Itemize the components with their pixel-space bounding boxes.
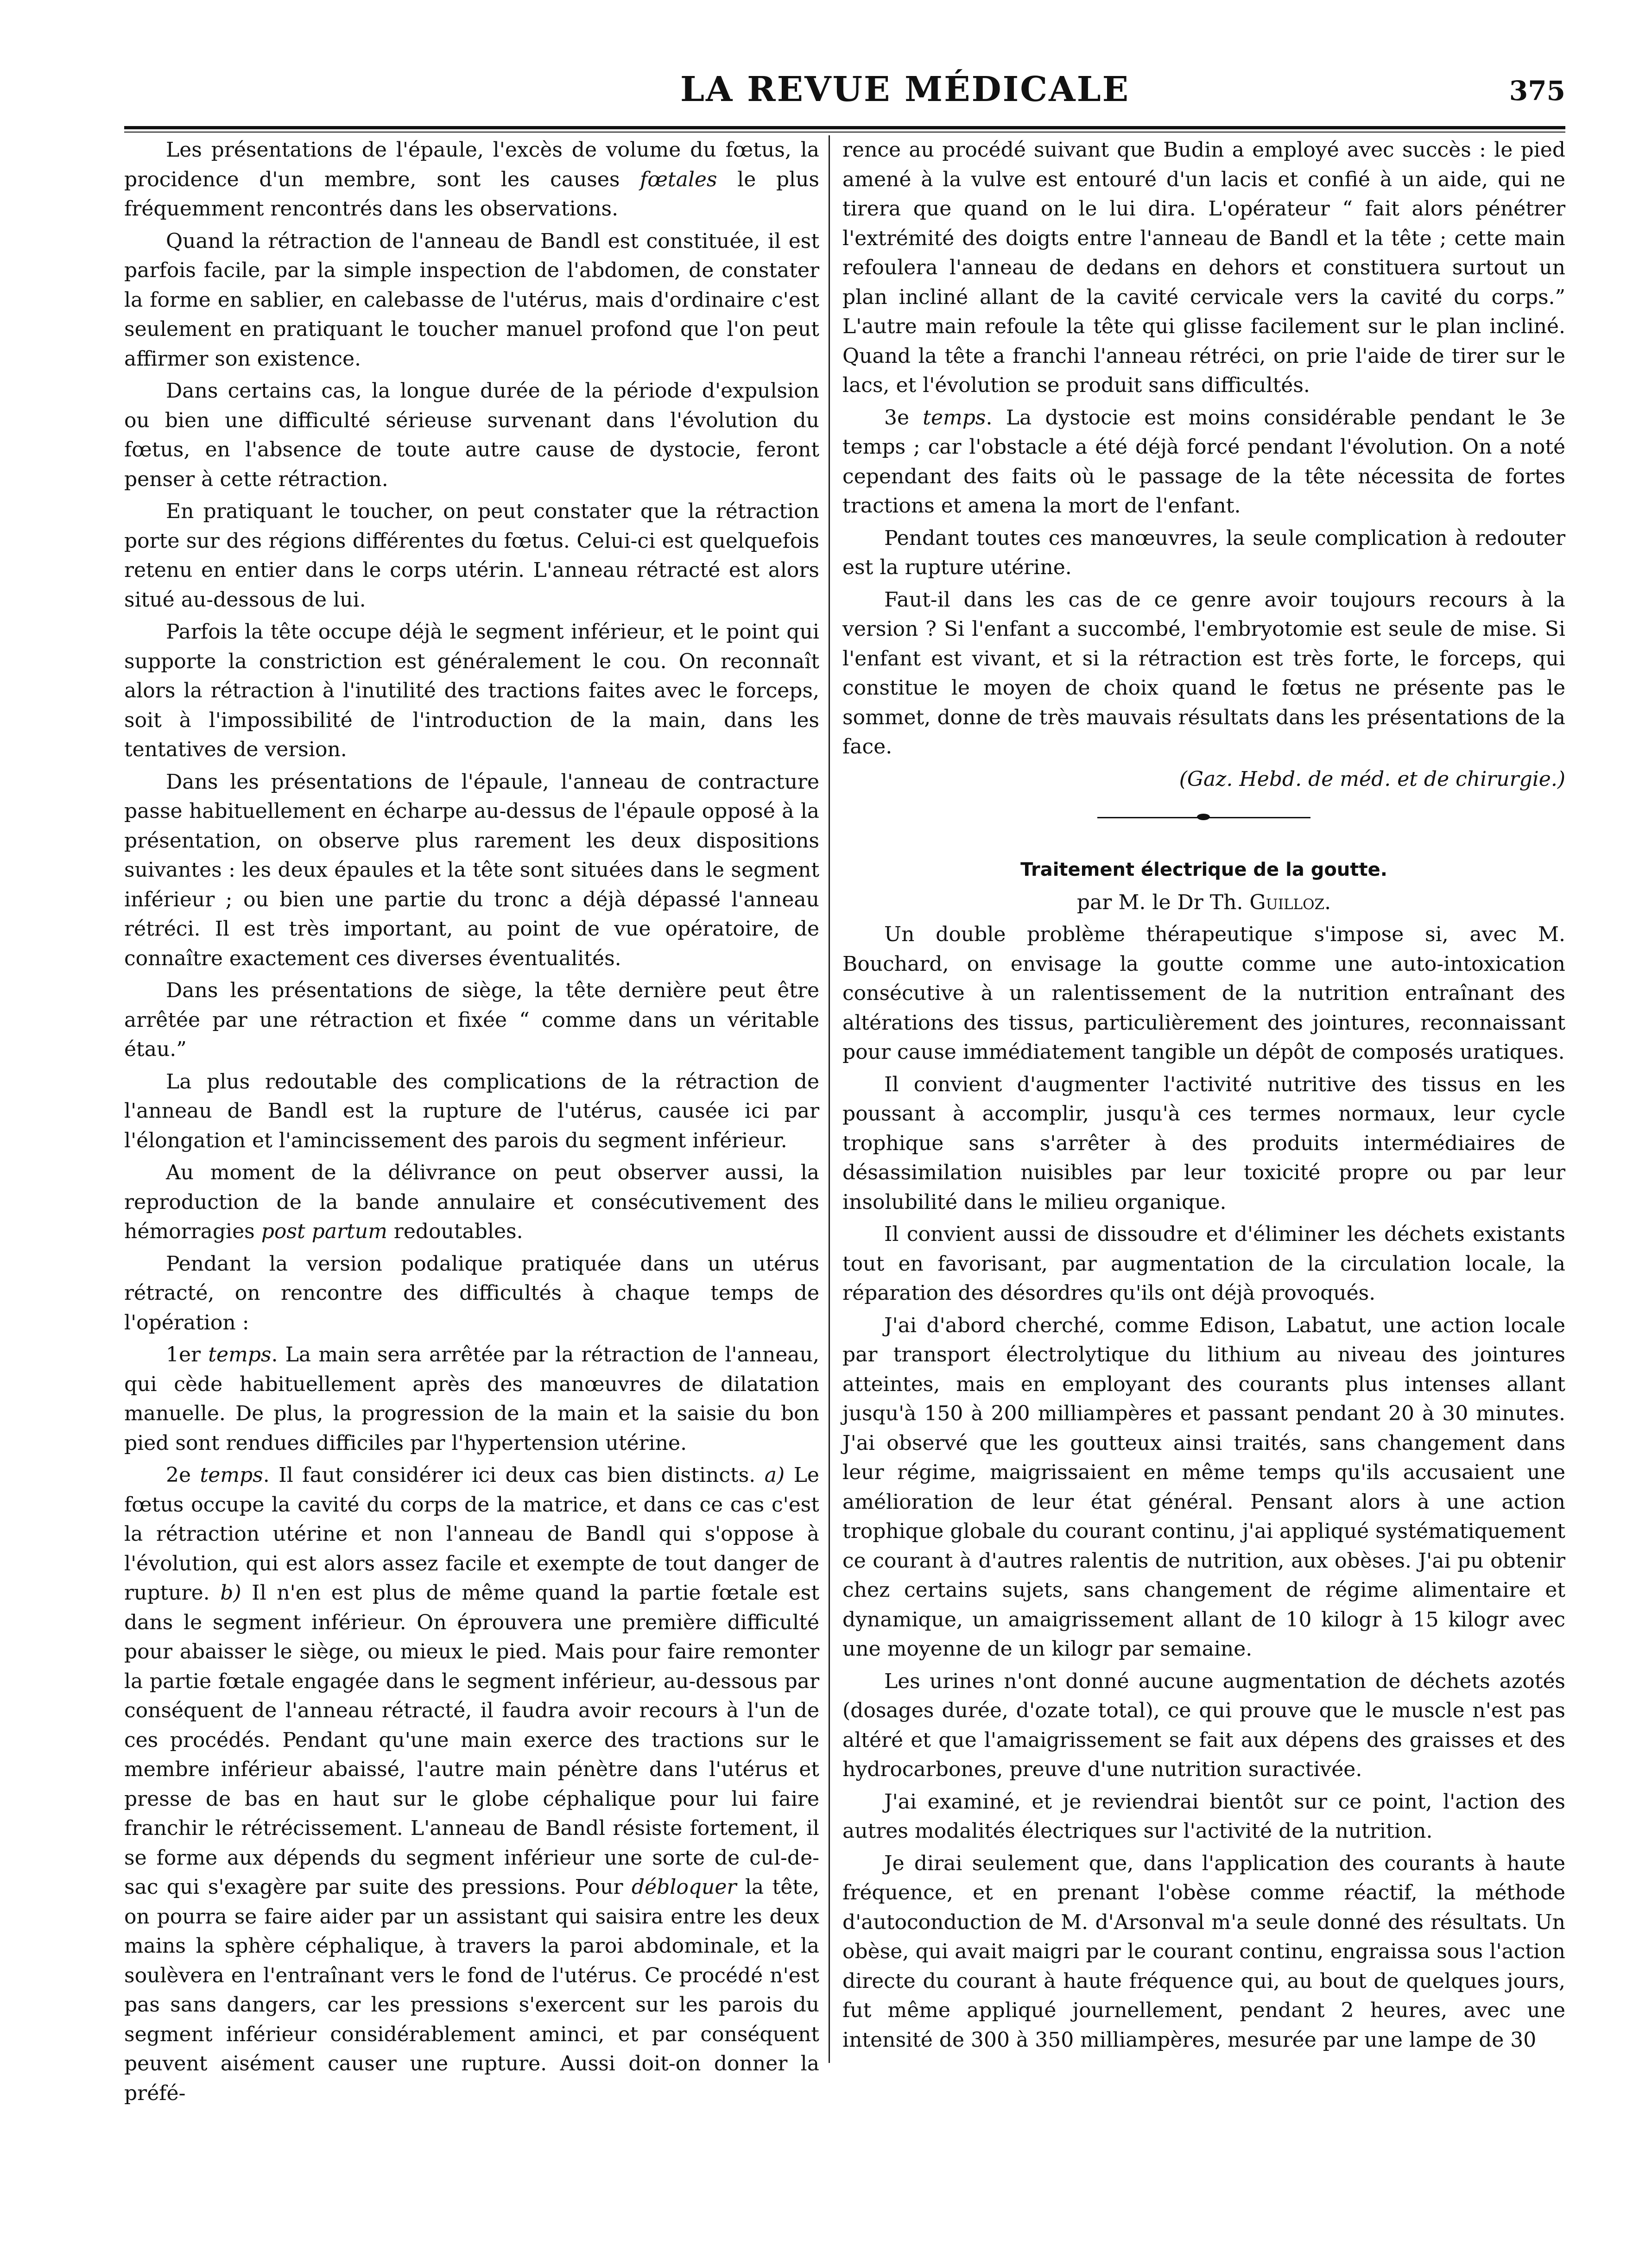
paragraph: 2e temps. Il faut considérer ici deux cas bien distincts. a) Le fœtus occupe la cavité du corps de la matrice, et dans ce cas c'est la rétraction utérine et non l'anneau de Bandl qui s'oppose à l'évolution, qui est alors assez facile et exempte de tout danger de rupture. b) Il n'en est plus de même quand la partie fœtale est dans le segment inférieur. On éprouvera une première difficulté pour abaisser le siège, ou mieux le pied. Mais pour faire remonter la partie fœtale engagée dans le segment inférieur, au-dessous par conséquent de l'anneau rétracté, il faudra avoir recours à l'un de ces procédés. Pendant qu'une main exerce des tractions sur le membre inférieur abaissé, l'autre main pénètre dans l'utérus et presse de bas en haut sur le globe céphalique pour lui faire franchir le rétrécissement. L'anneau de Bandl résiste fortement, il se forme aux dépends du segment inférieur une sorte de cul-de-sac qui s'exagère par suite des pressions. Pour débloquer la tête, on pourra se faire aider par un assistant qui saisira entre les deux mains la sphère céphalique, à travers la paroi abdominale, et la soulèvera en l'entraînant vers le fond de l'utérus. Ce procédé n'est pas sans dangers, car les pressions s'exercent sur les parois du segment inférieur considérablement aminci, et par conséquent peuvent aisément causer une rupture. Aussi doit-on donner la préfé-: [124, 1463, 819, 2105]
paragraph: Les présentations de l'épaule, l'excès de volume du fœtus, la procidence d'un membre, sont les causes fœtales le plus fréquemment rencontrés dans les observations.: [124, 138, 819, 221]
column-divider: [829, 135, 830, 2063]
paragraph: Faut-il dans les cas de ce genre avoir toujours recours à la version ? Si l'enfant a succombé, l'embryotomie est seule de mise. Si l'enfant est vivant, et si la rétraction est très forte, le forceps, qui constitue le moyen de choix quand le fœtus ne présente pas le sommet, donne de très mauvais résultats dans les présentations de la face.: [842, 588, 1565, 759]
paragraph: 3e temps. La dystocie est moins considérable pendant le 3e temps ; car l'obstacle a été déjà forcé pendant l'évolution. On a noté cependant des faits où le passage de la tête nécessita de fortes tractions et amena la mort de l'enfant.: [842, 405, 1565, 518]
paragraph: Au moment de la délivrance on peut observer aussi, la reproduction de la bande annulaire et consécutivement des hémorragies post partum redoutables.: [124, 1161, 819, 1243]
citation: (Gaz. Hebd. de méd. et de chirurgie.): [1179, 767, 1565, 791]
paragraph: Un double problème thérapeutique s'impose si, avec M. Bouchard, on envisage la goutte comme une auto-intoxication consécutive à un ralentissement de la nutrition entraînant des altérations des tissus, particulièrement des jointures, reconnaissant pour cause immédiatement tangible un dépôt de composés uratiques.: [842, 923, 1565, 1064]
paragraph: Les urines n'ont donné aucune augmentation de déchets azotés (dosages durée, d'ozate total), ce qui prouve que le muscle n'est pas altéré et que l'amaigrissement se fait aux dépens des graisses et des hydrocarbones, preuve d'une nutrition suractivée.: [842, 1669, 1565, 1781]
paragraph: Je dirai seulement que, dans l'application des courants à haute fréquence, et en prenant l'obèse comme réactif, la méthode d'autoconduction de M. d'Arsonval m'a seule donné des résultats. Un obèse, qui avait maigri par le courant continu, engraissa sous l'action directe du courant à haute fréquence qui, au bout de quelques jours, fut même appliqué journellement, pendant 2 heures, avec une intensité de 300 à 350 milliampères, mesurée par une lampe de 30: [842, 1851, 1565, 2052]
paragraph: Dans les présentations de siège, la tête dernière peut être arrêtée par une rétraction et fixée “ comme dans un véritable étau.”: [124, 979, 819, 1061]
paragraph: Quand la rétraction de l'anneau de Bandl est constituée, il est parfois facile, par la simple inspection de l'abdomen, de constater la forme en sablier, en calebasse de l'utérus, mais d'ordinaire c'est seulement en pratiquant le toucher manuel profond que l'on peut affirmer son existence.: [124, 229, 819, 371]
paragraph: 1er temps. La main sera arrêtée par la rétraction de l'anneau, qui cède habituellement après des manœuvres de dilatation manuelle. De plus, la progression de la main et la saisie du bon pied sont rendues difficiles par l'hypertension utérine.: [124, 1343, 819, 1455]
paragraph: Parfois la tête occupe déjà le segment inférieur, et le point qui supporte la constriction est généralement le cou. On reconnaît alors la rétraction à l'inutilité des tractions faites avec le forceps, soit à l'impossibilité de l'introduction de la main, dans les tentatives de version.: [124, 620, 819, 761]
paragraph: rence au procédé suivant que Budin a employé avec succès : le pied amené à la vulve est entouré d'un lacis et confié à un aide, qui ne tirera que quand on le lui dira. L'opérateur “ fait alors pénétrer l'extrémité des doigts entre l'anneau de Bandl et la tête ; cette main refoulera l'anneau de dedans en dehors et constituera surtout un plan incliné allant de la cavité cervicale vers la cavité du corps.” L'autre main refoule la tête qui glisse facilement sur le plan incliné. Quand la tête a franchi l'anneau rétréci, on prie l'aide de tirer sur le lacs, et l'évolution se produit sans difficultés.: [842, 138, 1565, 397]
paragraph: Pendant toutes ces manœuvres, la seule complication à redouter est la rupture utérine.: [842, 526, 1565, 579]
paragraph: Il convient d'augmenter l'activité nutritive des tissus en les poussant à accomplir, jusqu'à ces termes normaux, leur cycle trophique sans s'arrêter à des produits intermédiaires de désassimilation nuisibles par leur toxicité propre ou par leur insolubilité dans le milieu organique.: [842, 1072, 1565, 1214]
paragraph: J'ai d'abord cherché, comme Edison, Labatut, une action locale par transport électrolytique du lithium au niveau des jointures atteintes, mais en employant des courants plus intenses allant jusqu'à 150 à 200 milliampères et passant pendant 20 à 30 minutes. J'ai observé que les goutteux ainsi traités, sans changement dans leur régime, maigrissaient en même temps qu'ils accusaient une amélioration de leur état général. Pensant alors à une action trophique globale du courant continu, j'ai appliqué systématiquement ce courant à d'autres ralentis de nutrition, aux obèses. J'ai pu obtenir chez certains sujets, sans changement de régime alimentaire et dynamique, un amaigrissement allant de 10 kilogr à 15 kilogr avec une moyenne de un kilogr par semaine.: [842, 1313, 1565, 1661]
section-title: Traitement électrique de la goutte.: [1020, 859, 1387, 880]
header-rule: [124, 126, 1565, 133]
paragraph: Dans certains cas, la longue durée de la période d'expulsion ou bien une difficulté sérieuse survenant dans l'évolution du fœtus, en l'absence de toute autre cause de dystocie, feront penser à cette rétraction.: [124, 379, 819, 491]
page-header: [124, 70, 1565, 120]
section-separator: [1097, 817, 1310, 818]
right-column: [842, 135, 1565, 2057]
paragraph: En pratiquant le toucher, on peut constater que la rétraction porte sur des régions différentes du fœtus. Celui-ci est quelquefois retenu en entier dans le corps utérin. L'anneau rétracté est alors situé au-dessous de lui.: [124, 500, 819, 612]
separator-ornament: [1197, 814, 1210, 820]
page-number: 375: [1509, 75, 1565, 107]
paragraph: Pendant la version podalique pratiquée dans un utérus rétracté, on rencontre des difficultés à chaque temps de l'opération :: [124, 1252, 819, 1335]
paragraph: J'ai examiné, et je reviendrai bientôt sur ce point, l'action des autres modalités électriques sur l'activité de la nutrition.: [842, 1790, 1565, 1843]
author-byline: par M. le Dr Th. Guilloz.: [1076, 890, 1331, 914]
journal-title: LA REVUE MÉDICALE: [680, 70, 1130, 109]
paragraph: Il convient aussi de dissoudre et d'éliminer les déchets existants tout en favorisant, par augmentation de la circulation locale, la réparation des désordres qu'ils ont déjà provoqués.: [842, 1222, 1565, 1305]
left-column: [124, 135, 819, 2111]
paragraph: Dans les présentations de l'épaule, l'anneau de contracture passe habituellement en écharpe au-dessus de l'épaule opposé à la présentation, on observe plus rarement les deux dispositions suivantes : les deux épaules et la tête sont situées dans le segment inférieur ; ou bien une partie du tronc a déjà dépassé l'anneau rétréci. Il est très important, au point de vue opératoire, de connaître exactement ces diverses éventualités.: [124, 770, 819, 970]
paragraph: La plus redoutable des complications de la rétraction de l'anneau de Bandl est la rupture de l'utérus, causée ici par l'élongation et l'amincissement des parois du segment inférieur.: [124, 1069, 819, 1152]
